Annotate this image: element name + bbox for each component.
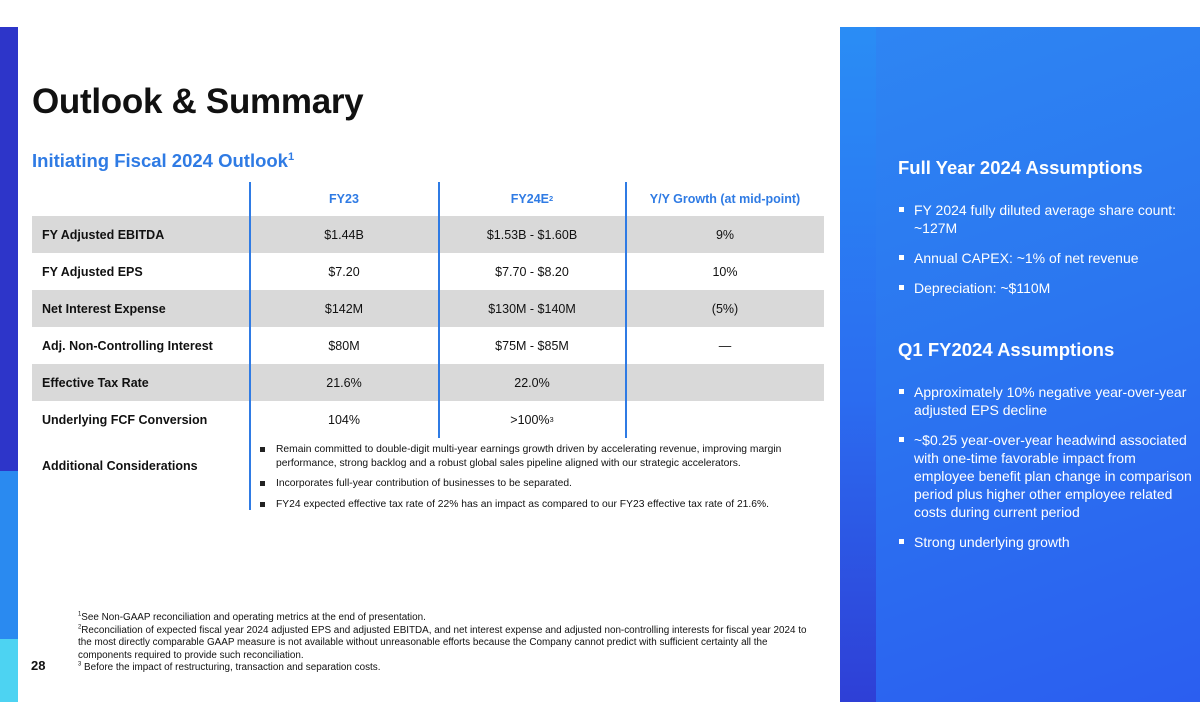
row-fy24e: $7.70 - $8.20 <box>495 264 569 279</box>
table-row <box>32 401 824 438</box>
row-fy24e: $1.53B - $1.60B <box>486 227 578 242</box>
row-fy24e: $130M - $140M <box>488 301 576 316</box>
row-fy23: $7.20 <box>328 264 360 279</box>
outlook-title: Initiating Fiscal 2024 Outlook$^1$ <box>32 150 295 171</box>
row-metric: Effective Tax Rate <box>42 375 149 390</box>
row-fy24e: 22.0% <box>514 375 550 390</box>
q1-assumptions <box>898 339 1193 563</box>
row-growth <box>626 401 824 438</box>
additional-considerations-list <box>258 443 808 518</box>
footnotes <box>78 612 818 675</box>
row-metric: Underlying FCF Conversion <box>42 412 208 427</box>
header-fy23: FY23 <box>329 192 359 206</box>
row-metric: FY Adjusted EPS <box>42 264 143 279</box>
footnote: $^3$ Before the impact of restructuring, transaction and separation costs. <box>78 661 381 673</box>
page-number: 28 <box>31 658 46 673</box>
q1-title: Q1 FY2024 Assumptions <box>898 339 1115 360</box>
row-fy23: 104% <box>328 412 360 427</box>
column-divider <box>249 182 251 510</box>
footnote: $^2$Reconciliation of expected fiscal year 2024 adjusted EPS and adjusted EBITDA, and net interest expense and adjusted non-controlling interests for fiscal year 2024 to the most directly comparable GAAP measure is not available without unreasonable efforts because the Company cannot predict with sufficient certainty all the components required to provide such reconciliation. <box>78 624 807 661</box>
footnote-ref: 1 <box>287 150 295 163</box>
list-item: Remain committed to double-digit multi-year earnings growth driven by accelerating revenue, improving margin performance, strong backlog and a robust global sales pipeline aligned with our strategic accelerators. <box>258 443 808 470</box>
row-metric: FY Adjusted EBITDA <box>42 227 165 242</box>
left-accent-bar <box>0 27 18 702</box>
slide-title: Outlook & Summary <box>32 82 364 121</box>
column-divider <box>625 182 627 438</box>
row-growth: (5%) <box>711 301 739 316</box>
row-growth: 10% <box>712 264 738 279</box>
row-fy23: 21.6% <box>326 375 362 390</box>
table-row <box>32 216 824 253</box>
row-fy24e: $75M - $85M <box>495 338 569 353</box>
list-item: FY 2024 fully diluted average share count: ~127M <box>898 201 1193 237</box>
table-row <box>32 327 824 364</box>
table-row <box>32 290 824 327</box>
row-fy23: $1.44B <box>324 227 364 242</box>
table-row <box>32 253 824 290</box>
outlook-table <box>32 182 824 438</box>
row-metric: Adj. Non-Controlling Interest <box>42 338 213 353</box>
header-yy-growth: Y/Y Growth (at mid-point) <box>649 192 801 206</box>
panel-accent-strip <box>840 27 876 702</box>
full-year-title: Full Year 2024 Assumptions <box>898 157 1143 178</box>
list-item: Depreciation: ~$110M <box>898 279 1193 297</box>
row-fy23: $142M <box>324 301 364 316</box>
header-fy24e: FY24E 2 <box>510 192 554 206</box>
row-growth: 9% <box>715 227 735 242</box>
table-row <box>32 364 824 401</box>
row-growth: — <box>718 338 732 353</box>
row-growth <box>626 364 824 401</box>
footnote: $^1$See Non-GAAP reconciliation and operating metrics at the end of presentation. <box>78 611 426 623</box>
list-item: Annual CAPEX: ~1% of net revenue <box>898 249 1193 267</box>
list-item: ~$0.25 year-over-year headwind associated with one-time favorable impact from employee benefit plan change in comparison period plus higher other employee related costs during current period <box>898 431 1193 521</box>
additional-considerations-label: Additional Considerations <box>42 459 198 473</box>
row-fy23: $80M <box>328 338 360 353</box>
table-header-row <box>32 182 824 216</box>
list-item: Approximately 10% negative year-over-year adjusted EPS decline <box>898 383 1193 419</box>
full-year-assumptions <box>898 157 1193 309</box>
row-fy24e: >100% 3 <box>510 412 554 427</box>
list-item: FY24 expected effective tax rate of 22% has an impact as compared to our FY23 effective tax rate of 21.6%. <box>258 498 808 512</box>
list-item: Strong underlying growth <box>898 533 1193 551</box>
list-item: Incorporates full-year contribution of businesses to be separated. <box>258 477 808 491</box>
column-divider <box>438 182 440 438</box>
row-metric: Net Interest Expense <box>42 301 166 316</box>
